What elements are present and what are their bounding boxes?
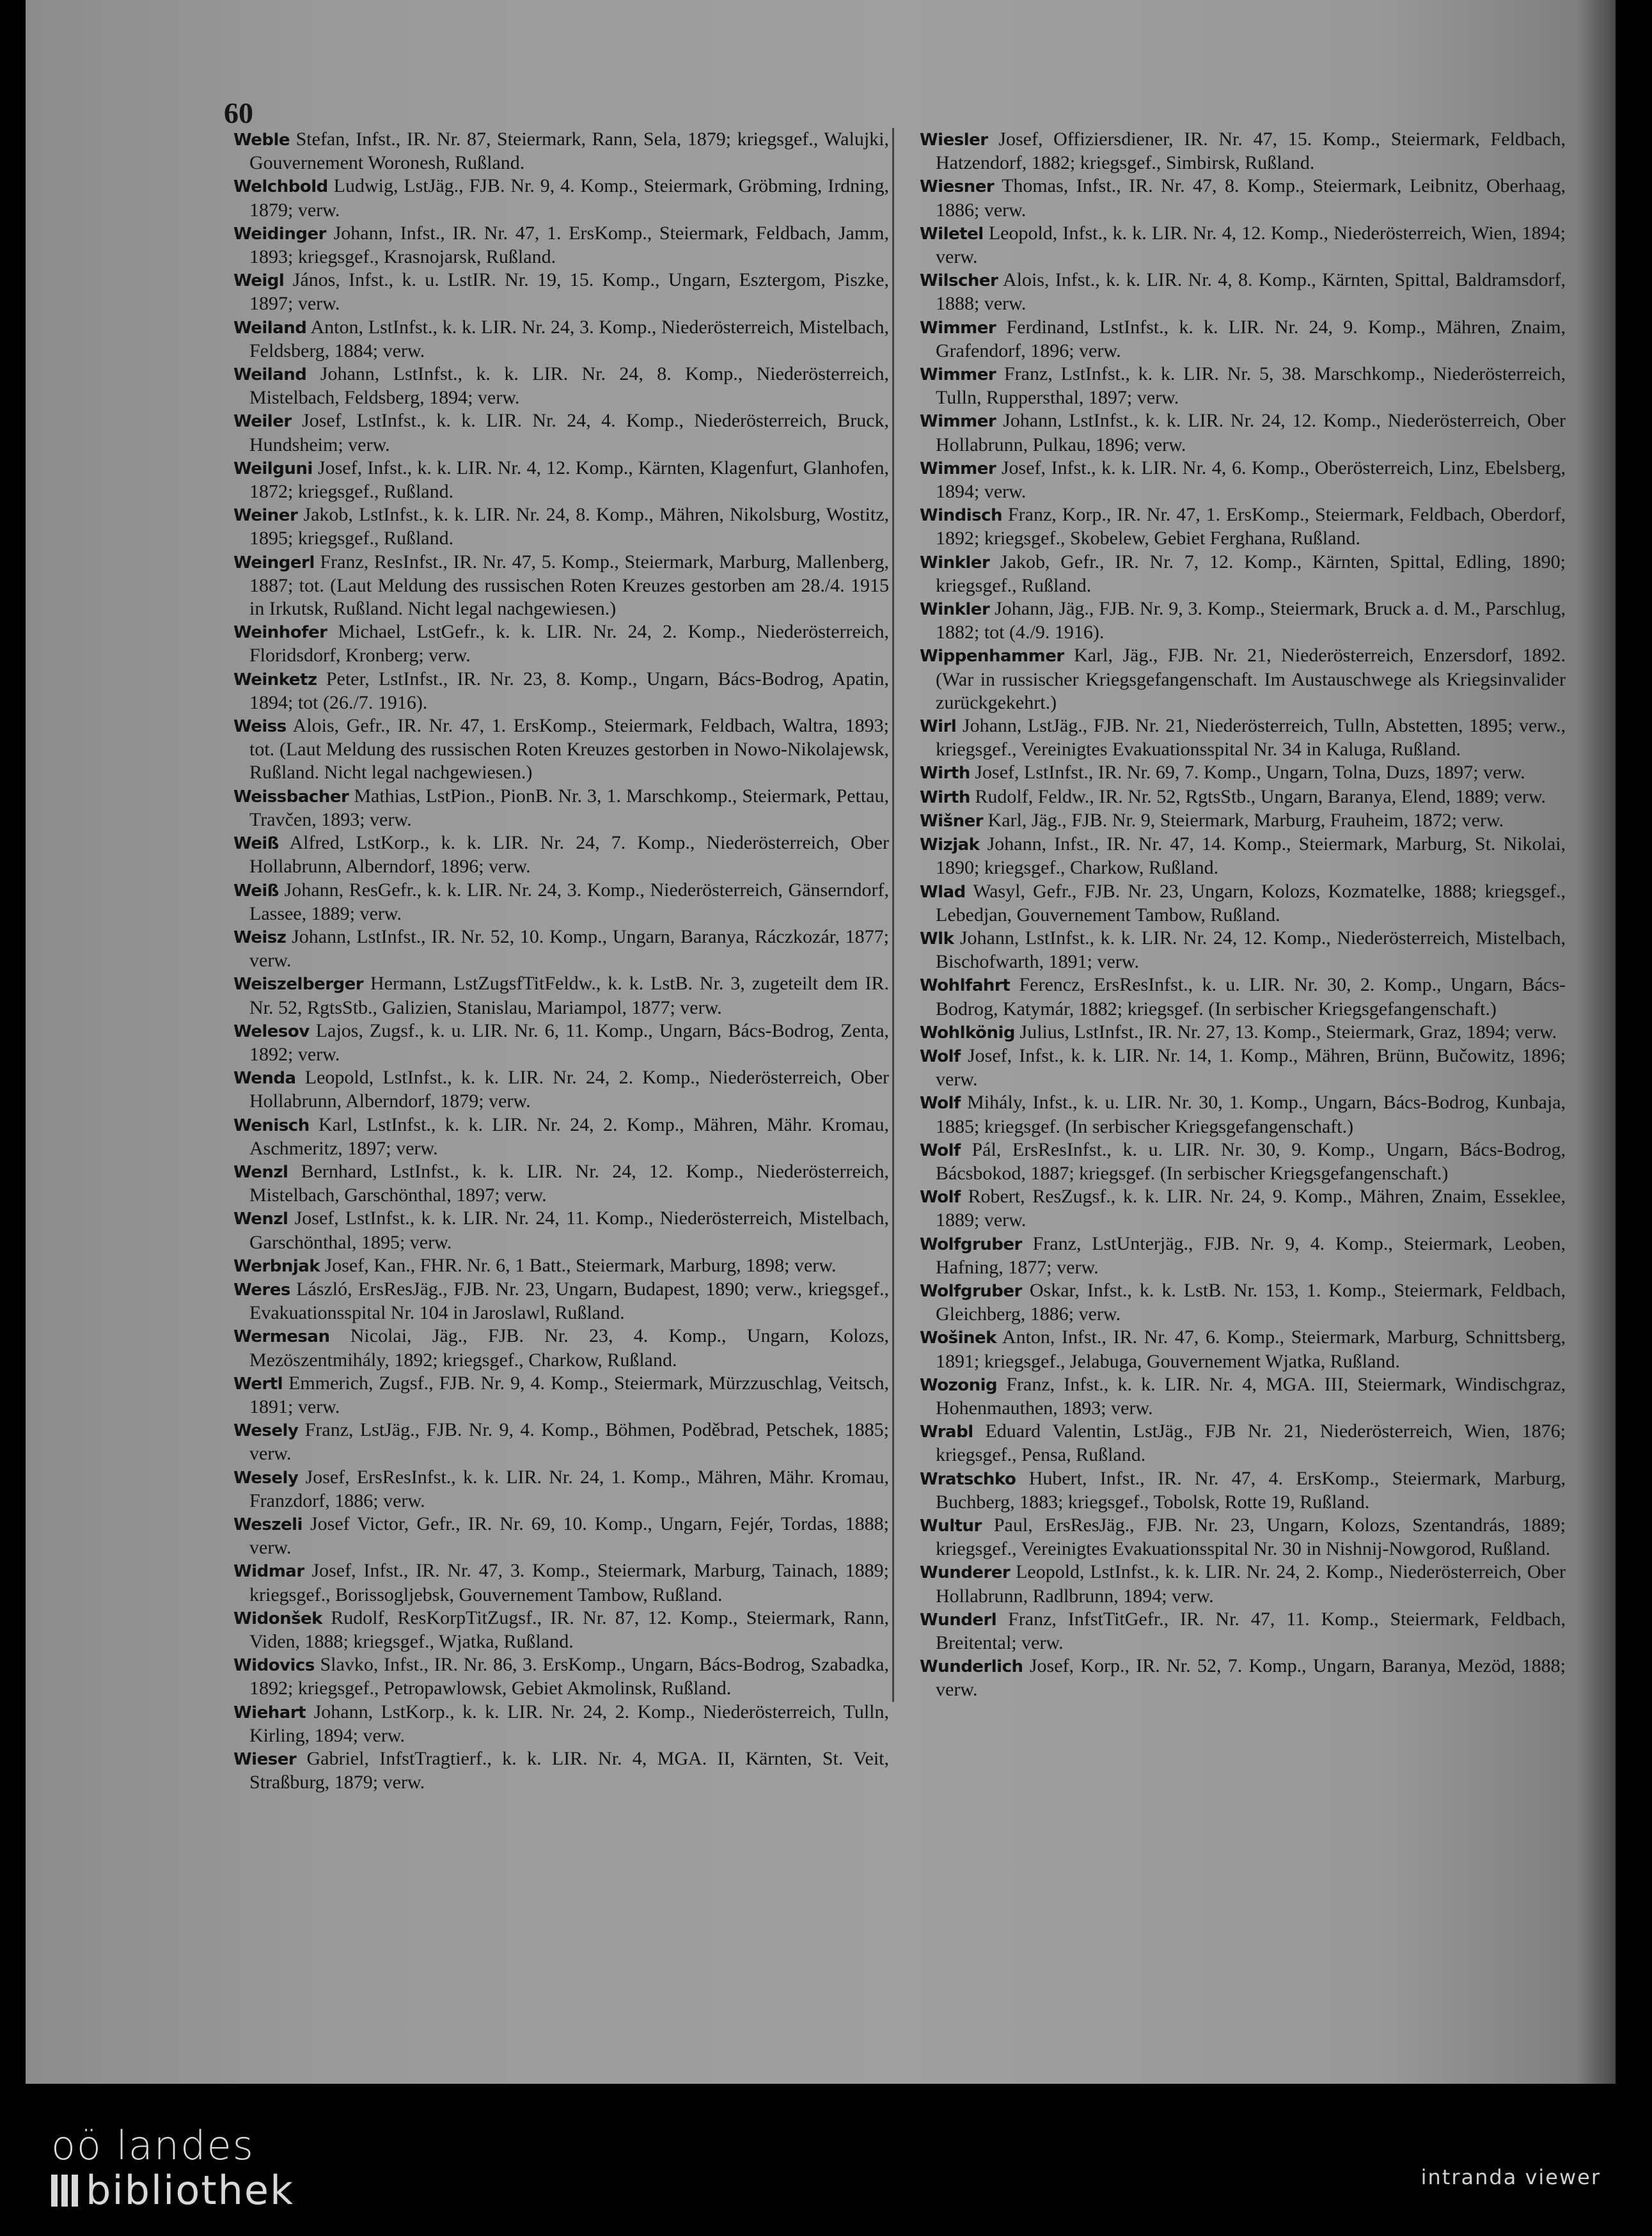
entry-surname: Widmar xyxy=(233,1562,304,1582)
entry-surname: Wimmer xyxy=(920,412,996,432)
entry-details: Leopold, LstInfst., k. k. LIR. Nr. 24, 2. Komp., Niederösterreich, Ober Hollabrunn, Radlbrunn, 1894; verw. xyxy=(936,1561,1566,1607)
entry-details: Peter, LstInfst., IR. Nr. 23, 8. Komp., Ungarn, Bács-Bodrog, Apatin, 1894; tot (26./7. 1916). xyxy=(249,668,889,713)
entry-details: Eduard Valentin, LstJäg., FJB Nr. 21, Niederösterreich, Wien, 1876; kriegsgef., Pensa, Rußland. xyxy=(936,1421,1566,1466)
entry-details: Oskar, Infst., k. k. LstB. Nr. 153, 1. Komp., Steiermark, Feldbach, Gleichberg, 1886; verw. xyxy=(936,1279,1566,1325)
entry-details: Johann, LstInfst., IR. Nr. 52, 10. Komp., Ungarn, Baranya, Ráczkozár, 1877; verw. xyxy=(249,925,889,972)
entry-details: Jakob, LstInfst., k. k. LIR. Nr. 24, 8. Komp., Mähren, Nikolsburg, Wostitz, 1895; kriegsgef., Rußland. xyxy=(249,504,890,549)
entry-surname: Wrabl xyxy=(920,1422,973,1442)
register-entry xyxy=(920,128,1566,175)
entry-details: Alois, Infst., k. k. LIR. Nr. 4, 8. Komp., Kärnten, Spittal, Baldramsdorf, 1888; verw. xyxy=(936,269,1566,315)
register-entry xyxy=(233,1653,889,1700)
entry-surname: Weinketz xyxy=(233,670,317,689)
entry-surname: Widovics xyxy=(233,1656,315,1676)
entry-details: Josef, LstInfst., IR. Nr. 69, 7. Komp., Ungarn, Tolna, Duzs, 1897; verw. xyxy=(975,762,1525,783)
register-entry xyxy=(920,1138,1566,1185)
entry-details: Paul, ErsResJäg., FJB. Nr. 23, Ungarn, Kolozs, Szentandrás, 1889; kriegsgef., Vereinigtes Evakuationsspital Nr. 30 in Nishnij-Nowgorod, Rußland. xyxy=(936,1514,1566,1560)
left-column xyxy=(233,128,889,1794)
entry-surname: Weiler xyxy=(233,412,292,432)
register-entry xyxy=(920,1420,1566,1467)
entry-surname: Wimmer xyxy=(920,365,996,385)
register-entry xyxy=(233,1419,889,1465)
entry-surname: Weiß xyxy=(233,881,279,901)
register-entry xyxy=(233,668,889,714)
register-entry xyxy=(920,1232,1566,1279)
entry-surname: Wimmer xyxy=(920,318,996,338)
register-entry xyxy=(233,1278,889,1325)
entry-details: Franz, Korp., IR. Nr. 47, 1. ErsKomp., Steiermark, Feldbach, Oberdorf, 1892; kriegsgef., Skobelew, Gebiet Ferghana, Rußland. xyxy=(936,504,1566,549)
entry-details: Johann, LstKorp., k. k. LIR. Nr. 24, 2. Komp., Niederösterreich, Tulln, Kirling, 1894; verw. xyxy=(249,1701,890,1746)
entry-surname: Weiland xyxy=(233,318,307,338)
library-logo[interactable] xyxy=(51,2123,294,2213)
right-column xyxy=(892,128,1566,1702)
entry-surname: Wesely xyxy=(233,1421,299,1441)
entry-details: Rudolf, ResKorpTitZugsf., IR. Nr. 87, 12. Komp., Steiermark, Rann, Viden, 1888; kriegsgef., Wjatka, Rußland. xyxy=(249,1607,889,1652)
entry-details: Mihály, Infst., k. u. LIR. Nr. 30, 1. Komp., Ungarn, Bács-Bodrog, Kunbaja, 1885; kriegsgef. (In serbischer Kriegsgefangenschaft.) xyxy=(936,1092,1566,1137)
register-entry xyxy=(920,785,1566,809)
register-entry xyxy=(920,175,1566,221)
register-entry xyxy=(233,620,889,667)
entry-surname: Wiesler xyxy=(920,130,988,150)
entry-details: Stefan, Infst., IR. Nr. 87, Steiermark, Rann, Sela, 1879; kriegsgef., Walujki, Gouvernement Woronesh, Rußland. xyxy=(249,129,890,174)
entry-surname: Weiß xyxy=(233,834,279,854)
register-entry xyxy=(233,1066,889,1113)
register-entry xyxy=(920,503,1566,550)
register-entry xyxy=(233,1513,889,1559)
register-entry xyxy=(233,831,889,878)
entry-details: Hermann, LstZugsfTitFeldw., k. k. LstB. Nr. 3, zugeteilt dem IR. Nr. 52, RgtsStb., Galizien, Stanislau, Mariampol, 1877; verw. xyxy=(249,973,889,1018)
register-entry xyxy=(233,1701,889,1747)
register-entry xyxy=(920,1655,1566,1701)
register-entry xyxy=(920,1021,1566,1044)
entry-surname: Wimmer xyxy=(920,459,996,478)
entry-surname: Wolfgruber xyxy=(920,1281,1022,1301)
entry-surname: Weingerl xyxy=(233,553,315,572)
entry-surname: Weilguni xyxy=(233,459,313,478)
entry-surname: Wenzl xyxy=(233,1162,288,1182)
entry-details: Johann, Jäg., FJB. Nr. 9, 3. Komp., Steiermark, Bruck a. d. M., Parschlug, 1882; tot (4./9. 1916). xyxy=(936,598,1566,643)
entry-details: Josef, Infst., k. k. LIR. Nr. 14, 1. Komp., Mähren, Brünn, Bučowitz, 1896; verw. xyxy=(936,1044,1566,1090)
entry-details: Jakob, Gefr., IR. Nr. 7, 12. Komp., Kärnten, Spittal, Edling, 1890; kriegsgef., Rußland. xyxy=(936,551,1566,596)
entry-details: Leopold, LstInfst., k. k. LIR. Nr. 24, 2. Komp., Niederösterreich, Ober Hollabrunn, Alberndorf, 1879; verw. xyxy=(249,1067,890,1112)
register-entry xyxy=(920,1091,1566,1138)
entry-details: Gabriel, InfstTragtierf., k. k. LIR. Nr. 4, MGA. II, Kärnten, St. Veit, Straßburg, 1879; verw. xyxy=(249,1748,889,1793)
entry-surname: Wozonig xyxy=(920,1375,998,1395)
entry-details: Emmerich, Zugsf., FJB. Nr. 9, 4. Komp., Steiermark, Mürzzuschlag, Veitsch, 1891; verw. xyxy=(249,1372,889,1417)
entry-details: Mathias, LstPion., PionB. Nr. 3, 1. Marschkomp., Steiermark, Pettau, Travčen, 1893; verw. xyxy=(249,785,889,830)
entry-details: Franz, LstUnterjäg., FJB. Nr. 9, 4. Komp., Steiermark, Leoben, Hafning, 1877; verw. xyxy=(936,1232,1566,1278)
entry-details: Rudolf, Feldw., IR. Nr. 52, RgtsStb., Ungarn, Baranya, Elend, 1889; verw. xyxy=(975,785,1546,807)
entry-surname: Wunderl xyxy=(920,1610,997,1630)
entry-details: Anton, LstInfst., k. k. LIR. Nr. 24, 3. Komp., Niederösterreich, Mistelbach, Feldsberg, 1884; verw. xyxy=(249,316,889,361)
register-entry xyxy=(920,1514,1566,1561)
entry-surname: Wizjak xyxy=(920,835,980,855)
register-entry xyxy=(233,269,889,315)
register-entry xyxy=(233,316,889,363)
entry-surname: Wirth xyxy=(920,787,970,807)
entry-surname: Weiss xyxy=(233,717,287,737)
entry-details: Johann, LstInfst., k. k. LIR. Nr. 24, 12. Komp., Niederösterreich, Mistelbach, Bischofwarth, 1891; verw. xyxy=(936,927,1566,973)
entry-surname: Welesov xyxy=(233,1021,310,1041)
entry-surname: Wirl xyxy=(920,717,957,737)
entry-details: Ferencz, ErsResInfst., k. u. LIR. Nr. 30, 2. Komp., Ungarn, Bács-Bodrog, Katymár, 1882; kriegsgef. (In serbischer Kriegsgefangenschaft.) xyxy=(936,974,1566,1020)
register-entry xyxy=(920,316,1566,363)
register-entry xyxy=(233,1207,889,1254)
entry-surname: Wertl xyxy=(233,1374,283,1394)
register-entry xyxy=(920,1467,1566,1514)
entry-details: Slavko, Infst., IR. Nr. 86, 3. ErsKomp., Ungarn, Bács-Bodrog, Szabadka, 1892; kriegsgef., Petropawlowsk, Gebiet Akmolinsk, Rußland. xyxy=(249,1654,889,1699)
logo-text-line2: bibliothek xyxy=(86,2167,294,2214)
register-entry xyxy=(920,809,1566,833)
register-entry xyxy=(920,409,1566,456)
entry-surname: Wunderlich xyxy=(920,1657,1023,1677)
entry-details: Alfred, LstKorp., k. k. LIR. Nr. 24, 7. Komp., Niederösterreich, Ober Hollabrunn, Alberndorf, 1896; verw. xyxy=(249,832,889,878)
logo-text-line2-wrapper xyxy=(51,2168,294,2213)
entry-details: Ludwig, LstJäg., FJB. Nr. 9, 4. Komp., Steiermark, Gröbming, Irdning, 1879; verw. xyxy=(249,175,890,221)
entry-surname: Wippenhammer xyxy=(920,647,1064,666)
scanned-page xyxy=(26,0,1616,2084)
entry-surname: Wolf xyxy=(920,1094,961,1114)
entry-details: Josef, Kan., FHR. Nr. 6, 1 Batt., Steiermark, Marburg, 1898; verw. xyxy=(324,1254,837,1276)
register-entry xyxy=(920,222,1566,269)
register-entry xyxy=(920,1561,1566,1607)
register-entry xyxy=(233,785,889,831)
logo-text-line1: oö landes xyxy=(51,2122,255,2169)
entry-surname: Weidinger xyxy=(233,224,326,244)
entry-details: Karl, Jäg., FJB. Nr. 21, Niederösterreich, Enzersdorf, 1892. (War in russischer Kriegsgefangenschaft. Im Austauschwege als Kriegsinvalider zurückgekehrt.) xyxy=(936,645,1566,713)
entry-surname: Wohlkönig xyxy=(920,1023,1016,1043)
entry-details: Josef, Infst., k. k. LIR. Nr. 4, 12. Komp., Kärnten, Klagenfurt, Glanhofen, 1872; kriegsgef., Rußland. xyxy=(249,457,889,503)
register-entry xyxy=(233,1372,889,1419)
register-entry xyxy=(920,1608,1566,1655)
entry-surname: Weiner xyxy=(233,506,298,526)
entry-surname: Weissbacher xyxy=(233,787,349,807)
entry-surname: Weiland xyxy=(233,365,307,385)
entry-details: Lajos, Zugsf., k. u. LIR. Nr. 6, 11. Komp., Ungarn, Bács-Bodrog, Zenta, 1892; verw. xyxy=(249,1020,890,1065)
register-entry xyxy=(233,1325,889,1371)
entry-surname: Wultur xyxy=(920,1516,982,1536)
register-entry xyxy=(920,1326,1566,1373)
entry-surname: Wišner xyxy=(920,811,984,831)
entry-surname: Windisch xyxy=(920,506,1003,526)
entry-surname: Weiszelberger xyxy=(233,975,364,995)
entry-surname: Wermesan xyxy=(233,1327,330,1347)
entry-surname: Wenisch xyxy=(233,1115,310,1135)
entry-details: Nicolai, Jäg., FJB. Nr. 23, 4. Komp., Ungarn, Kolozs, Mezöszentmihály, 1892; kriegsgef., Charkow, Rußland. xyxy=(249,1325,890,1371)
entry-details: Johann, LstJäg., FJB. Nr. 21, Niederösterreich, Tulln, Abstetten, 1895; verw., kriegsgef., Vereinigtes Evakuationsspital Nr. 34 in Kaluga, Rußland. xyxy=(936,715,1566,760)
register-entry xyxy=(920,597,1566,644)
register-entry xyxy=(233,551,889,621)
register-entry xyxy=(233,879,889,925)
entry-surname: Wolf xyxy=(920,1140,961,1160)
register-entry xyxy=(233,972,889,1019)
entry-surname: Wiletel xyxy=(920,224,984,244)
entry-details: Franz, LstInfst., k. k. LIR. Nr. 5, 38. Marschkomp., Niederösterreich, Tulln, Ruppersthal, 1897; verw. xyxy=(936,363,1566,409)
entry-details: Josef, LstInfst., k. k. LIR. Nr. 24, 4. Komp., Niederösterreich, Bruck, Hundsheim; verw. xyxy=(249,410,890,455)
entry-details: Franz, ResInfst., IR. Nr. 47, 5. Komp., Steiermark, Marburg, Mallenberg, 1887; tot. (Laut Meldung des russischen Roten Kreuzes gestorben am 28./4. 1915 in Irkutsk, Rußland. Nicht legal nachgewiesen.) xyxy=(249,551,890,620)
register-entry xyxy=(233,363,889,409)
register-entry xyxy=(920,714,1566,761)
register-entry xyxy=(920,644,1566,714)
entry-details: Josef, LstInfst., k. k. LIR. Nr. 24, 11. Komp., Niederösterreich, Mistelbach, Garschönthal, 1895; verw. xyxy=(249,1208,890,1253)
entry-surname: Weinhofer xyxy=(233,623,327,643)
register-entry xyxy=(233,503,889,550)
register-entry xyxy=(233,409,889,456)
register-entry xyxy=(920,1185,1566,1232)
page-number: 60 xyxy=(224,97,253,129)
entry-surname: Wratschko xyxy=(920,1469,1016,1489)
entry-surname: Wolfgruber xyxy=(920,1234,1022,1254)
register-entry xyxy=(920,1044,1566,1091)
entry-surname: Wunderer xyxy=(920,1563,1011,1583)
entry-details: Johann, LstInfst., k. k. LIR. Nr. 24, 12. Komp., Niederösterreich, Ober Hollabrunn, Pulkau, 1896; verw. xyxy=(936,410,1566,455)
entry-surname: Wenda xyxy=(233,1069,296,1089)
entry-surname: Wenzl xyxy=(233,1209,288,1229)
entry-details: Hubert, Infst., IR. Nr. 47, 4. ErsKomp., Steiermark, Marburg, Buchberg, 1883; kriegsgef., Tobolsk, Rotte 19, Rußland. xyxy=(936,1467,1566,1513)
register-entry xyxy=(920,927,1566,973)
entry-details: Franz, InfstTitGefr., IR. Nr. 47, 11. Komp., Steiermark, Feldbach, Breitental; verw. xyxy=(936,1608,1566,1653)
register-entry xyxy=(233,925,889,972)
viewer-brand-label[interactable]: intranda viewer xyxy=(1420,2165,1601,2189)
register-entry xyxy=(233,1466,889,1513)
entry-details: Alois, Gefr., IR. Nr. 47, 1. ErsKomp., Steiermark, Feldbach, Waltra, 1893; tot. (Laut Meldung des russischen Roten Kreuzes gestorben in Nowo-Nikolajewsk, Rußland. Nicht legal nachgewiesen.) xyxy=(249,715,889,783)
entry-details: Wasyl, Gefr., FJB. Nr. 23, Ungarn, Kolozs, Kozmatelke, 1888; kriegsgef., Lebedjan, Gouvernement Tambow, Rußland. xyxy=(936,880,1566,925)
entry-details: Thomas, Infst., IR. Nr. 47, 8. Komp., Steiermark, Leibnitz, Oberhaag, 1886; verw. xyxy=(936,175,1566,221)
entry-details: Josef, ErsResInfst., k. k. LIR. Nr. 24, 1. Komp., Mähren, Mähr. Kromau, Franzdorf, 1886; verw. xyxy=(249,1466,890,1511)
entry-surname: Weisz xyxy=(233,927,287,947)
register-entry xyxy=(233,175,889,221)
register-entry xyxy=(920,269,1566,315)
entry-details: Ferdinand, LstInfst., k. k. LIR. Nr. 24, 9. Komp., Mähren, Znaim, Grafendorf, 1896; verw. xyxy=(936,316,1566,361)
entry-surname: Wirth xyxy=(920,764,970,783)
register-entry xyxy=(233,1160,889,1207)
entry-details: Josef, Infst., k. k. LIR. Nr. 4, 6. Komp., Oberösterreich, Linz, Ebelsberg, 1894; verw. xyxy=(936,457,1566,503)
entry-surname: Wesely xyxy=(233,1468,299,1488)
register-entry xyxy=(920,1373,1566,1420)
register-entry xyxy=(233,1020,889,1066)
entry-surname: Wieser xyxy=(233,1750,297,1770)
entry-surname: Welchbold xyxy=(233,177,328,197)
entry-details: Johann, ResGefr., k. k. LIR. Nr. 24, 3. Komp., Niederösterreich, Gänserndorf, Lassee, 1889; verw. xyxy=(249,879,889,924)
register-entry xyxy=(920,973,1566,1020)
entry-details: Johann, LstInfst., k. k. LIR. Nr. 24, 8. Komp., Niederösterreich, Mistelbach, Feldsberg, 1894; verw. xyxy=(249,363,889,409)
entry-surname: Werbnjak xyxy=(233,1256,320,1276)
entry-surname: Wolf xyxy=(920,1046,961,1066)
entry-surname: Winkler xyxy=(920,553,990,572)
entry-surname: Wilscher xyxy=(920,271,998,291)
entry-details: Josef, Korp., IR. Nr. 52, 7. Komp., Ungarn, Baranya, Mezöd, 1888; verw. xyxy=(936,1655,1566,1701)
entry-details: Robert, ResZugsf., k. k. LIR. Nr. 24, 9. Komp., Mähren, Znaim, Esseklee, 1889; verw. xyxy=(936,1186,1566,1231)
register-entry xyxy=(233,128,889,175)
entry-details: Bernhard, LstInfst., k. k. LIR. Nr. 24, 12. Komp., Niederösterreich, Mistelbach, Garschönthal, 1897; verw. xyxy=(249,1160,889,1206)
entry-details: Leopold, Infst., k. k. LIR. Nr. 4, 12. Komp., Niederösterreich, Wien, 1894; verw. xyxy=(936,222,1566,268)
logo-bars-icon xyxy=(51,2175,78,2207)
register-entry xyxy=(920,457,1566,503)
entry-surname: Weble xyxy=(233,130,290,150)
entry-surname: Wošinek xyxy=(920,1328,996,1348)
register-entry xyxy=(920,761,1566,785)
register-entry xyxy=(920,1279,1566,1326)
entry-details: Karl, LstInfst., k. k. LIR. Nr. 24, 2. Komp., Mähren, Mähr. Kromau, Aschmeritz, 1897; verw. xyxy=(249,1114,890,1159)
entry-surname: Widonšek xyxy=(233,1609,322,1628)
entry-details: Josef, Infst., IR. Nr. 47, 3. Komp., Steiermark, Marburg, Tainach, 1889; kriegsgef., Borissogljebsk, Gouvernement Tambow, Rußland. xyxy=(249,1560,890,1605)
register-entry xyxy=(233,1114,889,1160)
entry-details: Franz, LstJäg., FJB. Nr. 9, 4. Komp., Böhmen, Poděbrad, Petschek, 1885; verw. xyxy=(249,1419,889,1465)
entry-surname: Wlad xyxy=(920,882,966,902)
register-entry xyxy=(920,880,1566,927)
entry-surname: Wohlfahrt xyxy=(920,976,1011,996)
entry-details: Johann, Infst., IR. Nr. 47, 1. ErsKomp., Steiermark, Feldbach, Jamm, 1893; kriegsgef., Krasnojarsk, Rußland. xyxy=(249,222,889,268)
entry-surname: Winkler xyxy=(920,600,990,620)
entry-details: László, ErsResJäg., FJB. Nr. 23, Ungarn, Budapest, 1890; verw., kriegsgef., Evakuationsspital Nr. 104 in Jaroslawl, Rußland. xyxy=(249,1278,889,1324)
register-entry xyxy=(233,1254,889,1278)
entry-details: Michael, LstGefr., k. k. LIR. Nr. 24, 2. Komp., Niederösterreich, Floridsdorf, Kronberg; verw. xyxy=(249,621,890,666)
register-entry xyxy=(920,833,1566,879)
entry-details: Franz, Infst., k. k. LIR. Nr. 4, MGA. III, Steiermark, Windischgraz, Hohenmauthen, 1893; verw. xyxy=(936,1373,1566,1419)
entry-surname: Weigl xyxy=(233,271,285,291)
entry-details: Anton, Infst., IR. Nr. 47, 6. Komp., Steiermark, Marburg, Schnittsberg, 1891; kriegsgef., Jelabuga, Gouvernement Wjatka, Rußland. xyxy=(936,1327,1566,1372)
entry-surname: Weres xyxy=(233,1280,290,1300)
entry-surname: Wlk xyxy=(920,929,954,949)
entry-surname: Wolf xyxy=(920,1188,961,1208)
entry-details: Josef Victor, Gefr., IR. Nr. 69, 10. Komp., Ungarn, Fejér, Tordas, 1888; verw. xyxy=(249,1513,889,1559)
register-entry xyxy=(233,222,889,269)
entry-surname: Wiesner xyxy=(920,177,995,197)
book-spine-shadow xyxy=(1577,0,1616,2084)
register-entry xyxy=(233,457,889,503)
entry-details: János, Infst., k. u. LstIR. Nr. 19, 15. Komp., Ungarn, Esztergom, Piszke, 1897; verw. xyxy=(249,269,889,315)
entry-details: Julius, LstInfst., IR. Nr. 27, 13. Komp., Steiermark, Graz, 1894; verw. xyxy=(1019,1021,1557,1043)
register-entry xyxy=(920,363,1566,409)
entry-details: Pál, ErsResInfst., k. u. LIR. Nr. 30, 9. Komp., Ungarn, Bács-Bodrog, Bácsbokod, 1887; kriegsgef. (In serbischer Kriegsgefangenschaft.) xyxy=(936,1138,1566,1184)
register-entry xyxy=(233,714,889,785)
register-entry xyxy=(233,1607,889,1653)
entry-surname: Wiehart xyxy=(233,1703,306,1722)
entry-details: Johann, Infst., IR. Nr. 47, 14. Komp., Steiermark, Marburg, St. Nikolai, 1890; kriegsgef., Charkow, Rußland. xyxy=(936,833,1566,879)
entry-details: Karl, Jäg., FJB. Nr. 9, Steiermark, Marburg, Frauheim, 1872; verw. xyxy=(987,809,1504,831)
entry-details: Josef, Offiziersdiener, IR. Nr. 47, 15. Komp., Steiermark, Feldbach, Hatzendorf, 1882; kriegsgef., Simbirsk, Rußland. xyxy=(936,129,1566,174)
entry-surname: Weszeli xyxy=(233,1515,303,1534)
register-entry xyxy=(233,1747,889,1794)
register-entry xyxy=(233,1559,889,1606)
register-entry xyxy=(920,551,1566,597)
